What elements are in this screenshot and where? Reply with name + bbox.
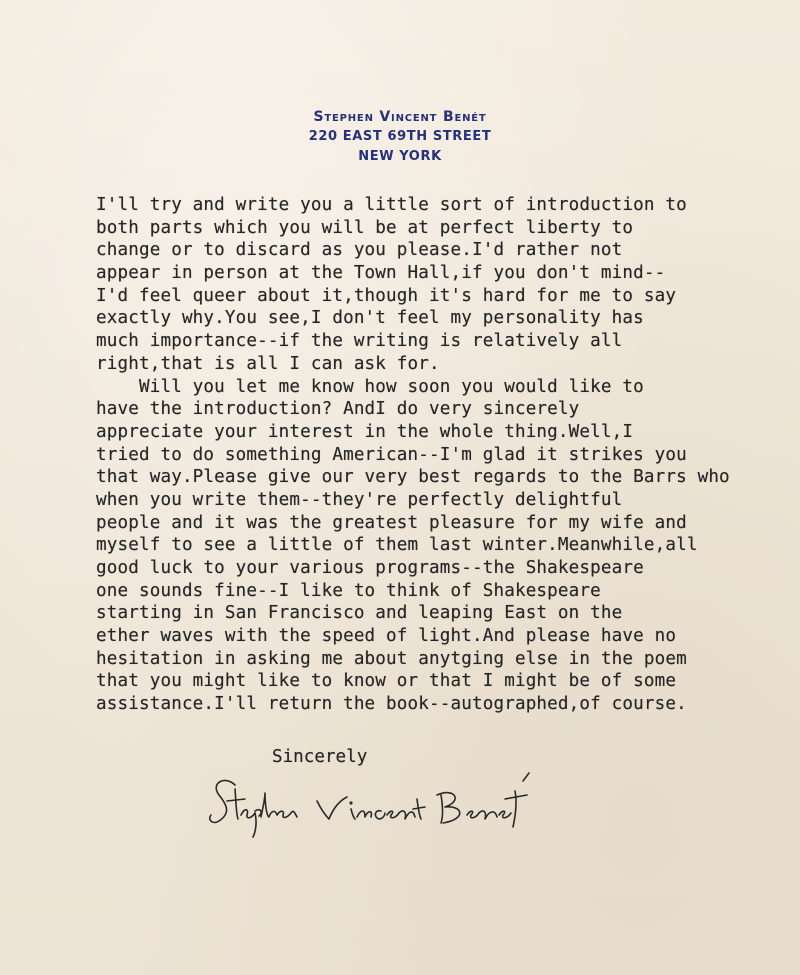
body-line: change or to discard as you please.I'd rather not xyxy=(96,240,623,261)
body-line: myself to see a little of them last winter.Meanwhile,all xyxy=(96,535,698,556)
body-line: appreciate your interest in the whole thing.Well,I xyxy=(96,421,634,442)
body-line: ether waves with the speed of light.And please have no xyxy=(96,626,677,647)
body-line: appear in person at the Town Hall,if you don't mind-- xyxy=(96,263,666,284)
body-line: one sounds fine--I like to think of Shakespeare xyxy=(96,580,601,601)
body-line: hesitation in asking me about anytging else in the poem xyxy=(96,648,687,669)
body-line: tried to do something American--I'm glad it strikes you xyxy=(96,444,687,465)
body-line: that way.Please give our very best regards to the Barrs who xyxy=(96,467,730,488)
letterhead-city: NEW YORK xyxy=(358,149,442,164)
body-line: exactly why.You see,I don't feel my personality has xyxy=(96,308,644,329)
body-line: people and it was the greatest pleasure for my wife and xyxy=(96,512,687,533)
body-line: have the introduction? AndI do very sincerely xyxy=(96,399,580,420)
body-line: good luck to your various programs--the Shakespeare xyxy=(96,558,644,578)
letter-body xyxy=(96,194,800,716)
body-line: much importance--if the writing is relatively all xyxy=(96,331,623,352)
body-line: Will you let me know how soon you would like to xyxy=(96,376,644,397)
body-line: right,that is all I can ask for. xyxy=(96,353,440,374)
body-line: I'll try and write you a little sort of introduction to xyxy=(96,195,687,215)
letterhead-street: 220 EAST 69TH STREET xyxy=(308,129,492,144)
body-line: I'd feel queer about it,though it's hard for me to say xyxy=(96,285,677,306)
body-line: both parts which you will be at perfect liberty to xyxy=(96,217,634,238)
body-line: assistance.I'll return the book--autographed,of course. xyxy=(96,694,687,715)
body-line: starting in San Francisco and leaping East on the xyxy=(96,603,623,624)
letterhead-name: Stephen Vincent Benét xyxy=(313,109,487,125)
body-line: that you might like to know or that I might be of some xyxy=(96,671,677,692)
letterhead xyxy=(0,107,800,167)
body-line: when you write them--they're perfectly delightful xyxy=(96,489,623,510)
closing-salutation: Sincerely xyxy=(272,747,368,767)
handwritten-signature xyxy=(205,765,535,840)
